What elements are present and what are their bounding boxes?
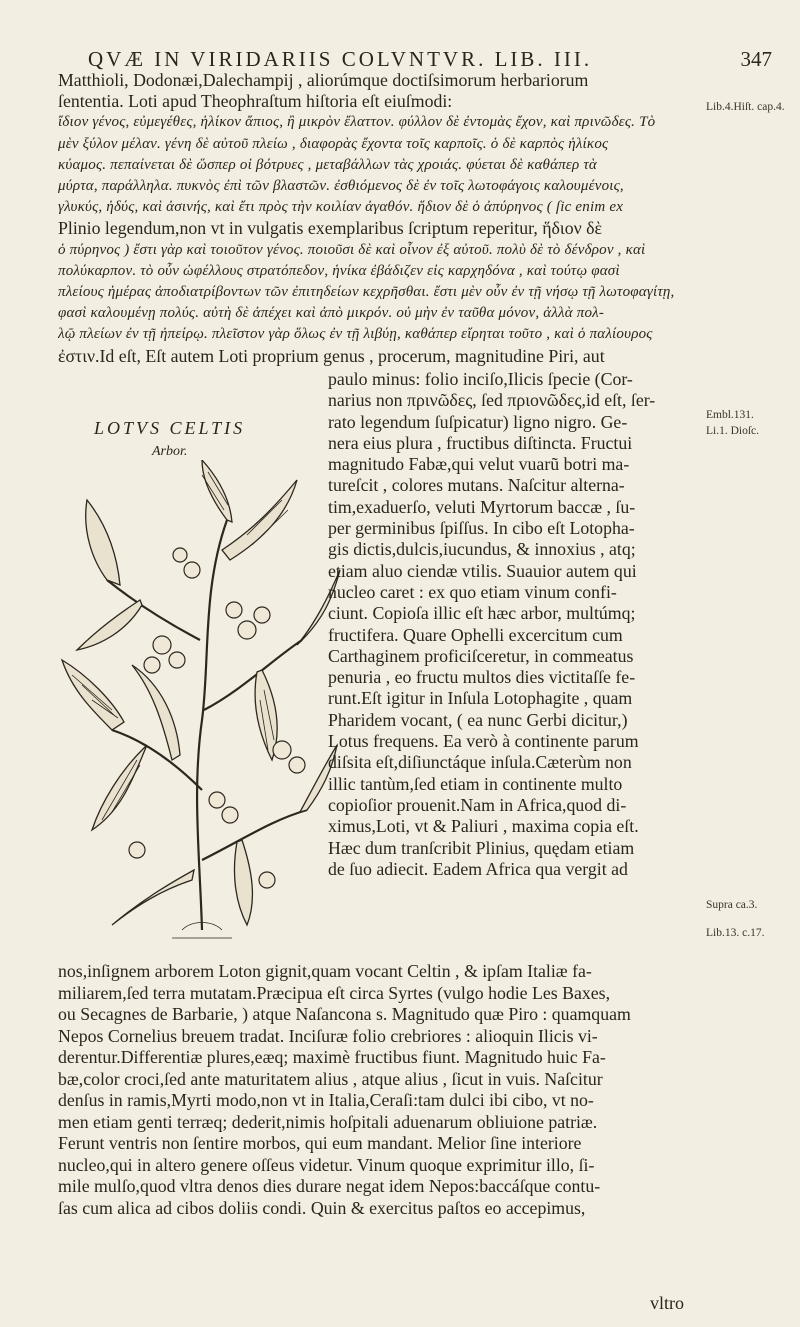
- text-line: runt.Eſt igitur in Inſula Lotophagite , quam: [328, 688, 633, 709]
- margin-note: Embl.131.: [706, 409, 754, 421]
- right-column-text: [328, 369, 702, 880]
- text-line: copioſior prouenit.Nam in Africa,quod di-: [328, 794, 627, 815]
- margin-note: Lib.13. c.17.: [706, 927, 765, 939]
- text-line: ſas cum alica ad cibos doliis condi. Quin & exercitus paſtos eo accepimus,: [58, 1197, 586, 1218]
- text-line: per germinibus ſpiſſus. In cibo eſt Lotopha-: [328, 518, 635, 539]
- text-line: diſsita eſt,diſiunctáque inſula.Cæterùm non: [328, 752, 632, 773]
- text-line: derentur.Differentiæ plures,eæq; maximè fructibus fiunt. Magnitudo huic Fa-: [58, 1047, 606, 1067]
- text-line: ſententia. Loti apud Theophraſtum hiſtoria eſt eiuſmodi:: [58, 91, 453, 112]
- figure-subtitle: Arbor.: [152, 444, 188, 459]
- greek-line: μύρτα, παράλληλα. πυκνὸς ἐπὶ τῶν βλαστῶν. ἐσθιόμενος δὲ ἐν τοῖς λωτοφάγοις καλουμένοις,: [58, 178, 624, 195]
- text-line: ou Secagnes de Barbarie, ) atque Naſancona s. Magnitudo quæ Piro : quamquam: [58, 1004, 631, 1024]
- text-line: magnitudo Fabæ,qui velut vuarũ botri ma-: [328, 454, 630, 475]
- greek-line: γλυκύς, ἡδύς, καὶ ἀσινής, καὶ ἔτι πρὸς τὴν κοιλίαν ἀγαθόν. ἥδιον δὲ ὁ ἀπύρηνος ( ſic enim ex: [58, 199, 624, 216]
- greek-line: ὁ πύρηνος ) ἔστι γὰρ καὶ τοιοῦτον γένος. ποιοῦσι δὲ καὶ οἶνον ἐξ αὐτοῦ. πολὺ δὲ τὸ δένδρον , καὶ: [58, 241, 646, 258]
- text-line: miliarem,ſed terra mutatam.Præcipua eſt circa Syrtes (vulgo hodie Les Baxes,: [58, 982, 611, 1003]
- text-line: Plinio legendum,non vt in vulgatis exemplaribus ſcriptum reperitur, ἥδιον δὲ: [58, 218, 602, 239]
- text-line: Lotus frequens. Ea verò à continente parum: [328, 731, 639, 752]
- text-line: bæ,color croci,ſed ante maturitatem alius , atque alius , ſicut in vuis. Naſcitur: [58, 1068, 603, 1089]
- text-line: Pharidem vocant, ( ea nunc Gerbi dicitur,): [328, 709, 628, 730]
- text-line: de ſuo adiecit. Eadem Africa qua vergit ad: [328, 858, 628, 879]
- margin-note: Supra ca.3.: [706, 899, 758, 911]
- figure-title: LOTVS CELTIS: [94, 418, 246, 438]
- text-line: ἐστιν.Id eſt, Eſt autem Loti proprium genus , procerum, magnitudine Piri, aut: [58, 345, 605, 366]
- text-line: fructifera. Quare Ophelli excercitum cum: [328, 624, 623, 645]
- margin-note: Li.1. Dioſc.: [706, 425, 760, 437]
- running-head-title: QVÆ IN VIRIDARIIS COLVNTVR. LIB. III.: [88, 47, 593, 71]
- text-line: narius non πρινῶδες, ſed πριονῶδες,id eſt, ſer-: [328, 390, 656, 411]
- greek-line: μὲν ξύλον μέλαν. γένη δὲ αὐτοῦ πλείω , διαφορὰς ἔχοντα τοῖς καρποῖς. ὁ δὲ καρπὸς ἡλίκος: [58, 135, 609, 152]
- text-line: denſus in ramis,Myrti modo,non vt in Italia,Ceraſi:tam dulci ibi cibo, vt no-: [58, 1090, 594, 1110]
- text-line: Nepos Cornelius breuem tradat. Inciſuræ folio crebriores : alioquin Ilicis vi-: [58, 1025, 598, 1046]
- text-line: nos,inſignem arborem Loton gignit,quam vocant Celtin , & ipſam Italiæ fa-: [58, 961, 592, 981]
- text-line: Carthaginem proficiſceretur, in commeatus: [328, 645, 634, 666]
- greek-line: ἴδιον γένος, εὐμεγέθες, ἡλίκον ἄπιος, ἢ μικρὸν ἔλαττον. φύλλον δὲ ἐντομὰς ἔχον, καὶ πρινῶδες. Τὸ: [58, 114, 656, 131]
- top-text-block: [58, 70, 698, 367]
- text-line: nucleo,qui in altero genere oſſeus videtur. Vinum quoque exprimitur illo, ſi-: [58, 1154, 595, 1175]
- greek-line: πλείους ἡμέρας ἀποδιατρίβοντων τῶν ἐπιτηδείων κεχρῆσθαι. ἔστι μὲν οὖν ἐν τῇ νήσῳ τῇ λωτοφαγίτῃ,: [58, 284, 675, 301]
- text-line: illic tantùm,ſed etiam in continente multo: [328, 773, 623, 794]
- text-line: Matthioli, Dodonæi,Dalechampij , aliorúmque doctiſsimorum herbariorum: [58, 70, 589, 90]
- text-line: paulo minus: folio inciſo,Ilicis ſpecie (Cor-: [328, 369, 633, 389]
- page-number: 347: [740, 47, 772, 71]
- text-line: rato legendum ſuſpicatur) ligno nigro. Ge-: [328, 411, 628, 432]
- text-line: penuria , eo fructu multos dies victitaſſe fe-: [328, 667, 636, 688]
- text-line: tim,exaduerſo, veluti Myrtorum baccæ , ſu-: [328, 496, 636, 517]
- greek-line: λῷ πλείων ἐν τῇ ἠπείρῳ. πλεῖστον γὰρ ὅλως ἐν τῇ λιβύῃ, καθάπερ εἴρηται τοῦτο , καὶ ὁ παλίουρος: [58, 326, 653, 343]
- text-line: Hæc dum tranſcribit Plinius, quędam etiam: [328, 837, 635, 858]
- text-line: etiam aluo ciendæ vtilis. Suauior autem qui: [328, 560, 637, 581]
- text-line: nera eius plura , fructibus diſtincta. Fructui: [328, 432, 633, 453]
- bottom-text-block: [58, 961, 698, 1219]
- text-line: gis dictis,dulcis,iucundus, & innoxius , atq;: [328, 539, 636, 560]
- greek-line: κύαμος. πεπαίνεται δὲ ὥσπερ οἱ βότρυες , μεταβάλλων τὰς χροιάς. φύεται δὲ καθάπερ τὰ: [58, 156, 598, 173]
- text-line: men etiam genti terræq; dederit,nimis hoſpitali aduenarum obliuione patriæ.: [58, 1111, 598, 1132]
- text-line: tureſcit , colores mutans. Naſcitur alterna-: [328, 475, 625, 496]
- text-line: ximus,Loti, vt & Paliuri , maxima copia eſt.: [328, 816, 639, 837]
- catchword: vltro: [650, 1293, 684, 1313]
- text-line: mile mulſo,quod vltra denos dies durare negat idem Nepos:baccáſque contu-: [58, 1176, 601, 1196]
- margin-note: Lib.4.Hiſt. cap.4.: [706, 101, 785, 113]
- lotus-celtis-woodcut: [52, 460, 342, 950]
- text-line: nucleo caret : ex quo etiam vinum confi-: [328, 581, 617, 602]
- text-line: Ferunt ventris non ſentire morbos, qui eum mandant. Melior ſine interiore: [58, 1133, 582, 1153]
- text-line: ciunt. Copioſa illic eſt hæc arbor, multúmq;: [328, 603, 636, 624]
- greek-line: φασὶ καλουμένῃ πολύς. αὐτὴ δὲ ἀπέχει καὶ ἀπὸ μικρόν. οὐ μὴν ἐν ταῦθα μόνον, ἀλλὰ πολ-: [58, 305, 605, 322]
- greek-line: πολύκαρπον. τὸ οὖν ὠφέλλους στρατόπεδον, ἡνίκα ἐβάδιζεν εἰς καρχηδόνα , καὶ τούτῳ φασὶ: [58, 262, 620, 279]
